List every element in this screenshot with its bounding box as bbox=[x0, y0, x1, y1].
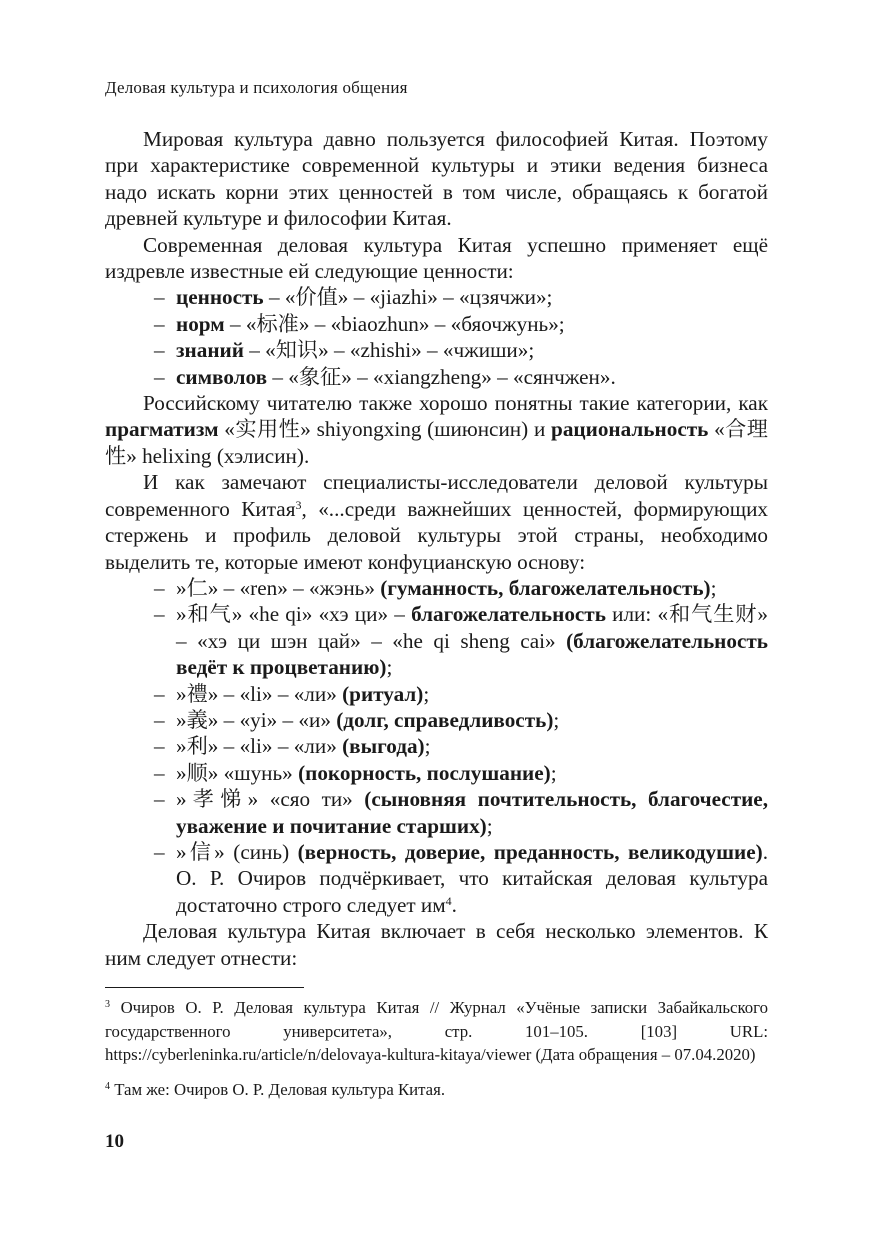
item-end: ; bbox=[424, 734, 431, 759]
list-dash: – bbox=[154, 364, 165, 389]
list-dash: – bbox=[154, 681, 165, 706]
item-end: ; bbox=[423, 681, 430, 706]
list-dash: – bbox=[154, 285, 165, 310]
list-dash: – bbox=[154, 707, 165, 732]
footnote-divider bbox=[105, 987, 304, 988]
text-run: И как замечают специалисты-исследователи деловой культуры современного Китая bbox=[105, 470, 768, 521]
footnote-ref[interactable]: 3 bbox=[295, 497, 302, 512]
list-item bbox=[105, 337, 768, 363]
running-header: Деловая культура и психология общения bbox=[105, 78, 408, 97]
list-item bbox=[105, 733, 768, 759]
main-text bbox=[105, 126, 768, 971]
item-end: ; bbox=[550, 760, 557, 785]
item-meaning: (благожелательность ведёт к процветанию) bbox=[176, 628, 768, 680]
term: прагматизм bbox=[105, 417, 219, 442]
term: рациональность bbox=[551, 417, 709, 442]
paragraph-1: Мировая культура давно пользуется философией Китая. Поэтому при характеристике современной культуры и этики ведения бизнеса надо искать корни этих ценностей в том числе, обращаясь к богатой древней культуре и философии Китая. bbox=[105, 127, 768, 231]
item-text: »仁» – «ren» – «жэнь» bbox=[176, 575, 381, 600]
term: норм bbox=[176, 311, 225, 336]
list-dash: – bbox=[154, 760, 165, 785]
list-dash: – bbox=[154, 602, 165, 627]
item-meaning: (гуманность, благожелательность) bbox=[380, 575, 711, 600]
list-item bbox=[105, 311, 768, 337]
item-text: »顺» «шунь» bbox=[176, 760, 299, 785]
term: ценность bbox=[176, 285, 264, 310]
list-dash: – bbox=[154, 311, 165, 336]
item-meaning: (верность, доверие, преданность, великодушие) bbox=[297, 839, 763, 864]
item-text: или: «和气生财» – «хэ ци шэн цай» – «he qi sheng cai» bbox=[176, 602, 768, 653]
item-end: . bbox=[451, 892, 457, 917]
footnote-text: Очиров О. Р. Деловая культура Китая // Журнал «Учёные записки Забайкальского государственного университета», стр. 101–105. [103] URL: https://cyberleninka.ru/article/n/delovaya-kultura-kitaya/viewer (Дата обращения – 07.04.2020) bbox=[105, 998, 768, 1064]
paragraph-3 bbox=[105, 390, 768, 469]
list-item bbox=[105, 575, 768, 601]
item-meaning: (выгода) bbox=[342, 734, 425, 759]
item-end: ; bbox=[486, 813, 493, 838]
item-meaning: (ритуал) bbox=[342, 681, 424, 706]
list-item bbox=[105, 681, 768, 707]
term-detail: – «标准» – «biaozhun» – «бяочжунь»; bbox=[224, 311, 565, 336]
item-meaning: (покорность, послушание) bbox=[298, 760, 551, 785]
term: символов bbox=[176, 364, 268, 389]
term-detail: – «象征» – «xiangzheng» – «сянчжен». bbox=[267, 364, 616, 389]
footnotes bbox=[105, 996, 768, 1112]
list-dash: – bbox=[154, 575, 165, 600]
footnote bbox=[105, 996, 768, 1067]
item-meaning: (сыновняя почтительность, благочестие, уважение и почитание старших) bbox=[176, 787, 769, 838]
text-run: «实用性» shiyongxing (шиюнсин) и bbox=[218, 417, 552, 442]
text-run: Российскому читателю также хорошо понятны такие категории, как bbox=[143, 391, 768, 416]
list-item bbox=[105, 786, 768, 839]
list-dash: – bbox=[154, 338, 165, 363]
item-end: ; bbox=[710, 575, 717, 600]
paragraph-2: Современная деловая культура Китая успешно применяет ещё издревле известные ей следующие ценности: bbox=[105, 232, 768, 284]
footnote bbox=[105, 1078, 768, 1102]
item-meaning: благожелательность bbox=[411, 602, 606, 627]
footnote-ref[interactable]: 4 bbox=[445, 893, 452, 908]
item-meaning: (долг, справедливость) bbox=[336, 707, 554, 732]
page-number: 10 bbox=[105, 1131, 124, 1152]
footnote-number: 4 bbox=[105, 1080, 110, 1092]
list-dash: – bbox=[154, 787, 165, 812]
list-item bbox=[105, 839, 768, 918]
footnote-number: 3 bbox=[105, 999, 110, 1010]
term-detail: – «知识» – «zhishi» – «чжиши»; bbox=[243, 338, 535, 363]
paragraph-5: Деловая культура Китая включает в себя несколько элементов. К ним следует отнести: bbox=[105, 919, 768, 970]
item-text: »信» (синь) bbox=[176, 839, 298, 864]
list-item bbox=[105, 707, 768, 733]
footnote-text: Там же: Очиров О. Р. Деловая культура Китая. bbox=[110, 1079, 446, 1099]
text-run: «合理性» helixing (хэлисин). bbox=[105, 417, 768, 468]
term: знаний bbox=[176, 338, 244, 363]
item-text: »義» – «yi» – «и» bbox=[176, 707, 337, 732]
list-dash: – bbox=[154, 839, 165, 864]
paragraph-4 bbox=[105, 469, 768, 575]
list-item bbox=[105, 284, 768, 310]
list-item bbox=[105, 364, 768, 390]
item-text: . О. Р. Очиров подчёркивает, что китайская деловая культура достаточно строго следует им bbox=[176, 839, 768, 917]
confucian-values-list bbox=[105, 575, 768, 918]
item-text: »利» – «li» – «ли» bbox=[176, 734, 343, 759]
item-end: ; bbox=[553, 707, 560, 732]
values-list bbox=[105, 284, 768, 390]
item-text: »和气» «he qi» «хэ ци» – bbox=[176, 602, 412, 627]
item-text: »禮» – «li» – «ли» bbox=[176, 681, 343, 706]
list-item bbox=[105, 760, 768, 786]
item-end: ; bbox=[386, 655, 393, 680]
list-item bbox=[105, 601, 768, 680]
item-text: »孝悌» «сяо ти» bbox=[176, 787, 365, 812]
list-dash: – bbox=[154, 734, 165, 759]
term-detail: – «价值» – «jiazhi» – «цзячжи»; bbox=[263, 285, 553, 310]
text-run: , «...среди важнейших ценностей, формирующих стержень и профиль деловой культуры этой страны, необходимо выделить те, которые имеют конфуцианскую основу: bbox=[105, 496, 769, 574]
